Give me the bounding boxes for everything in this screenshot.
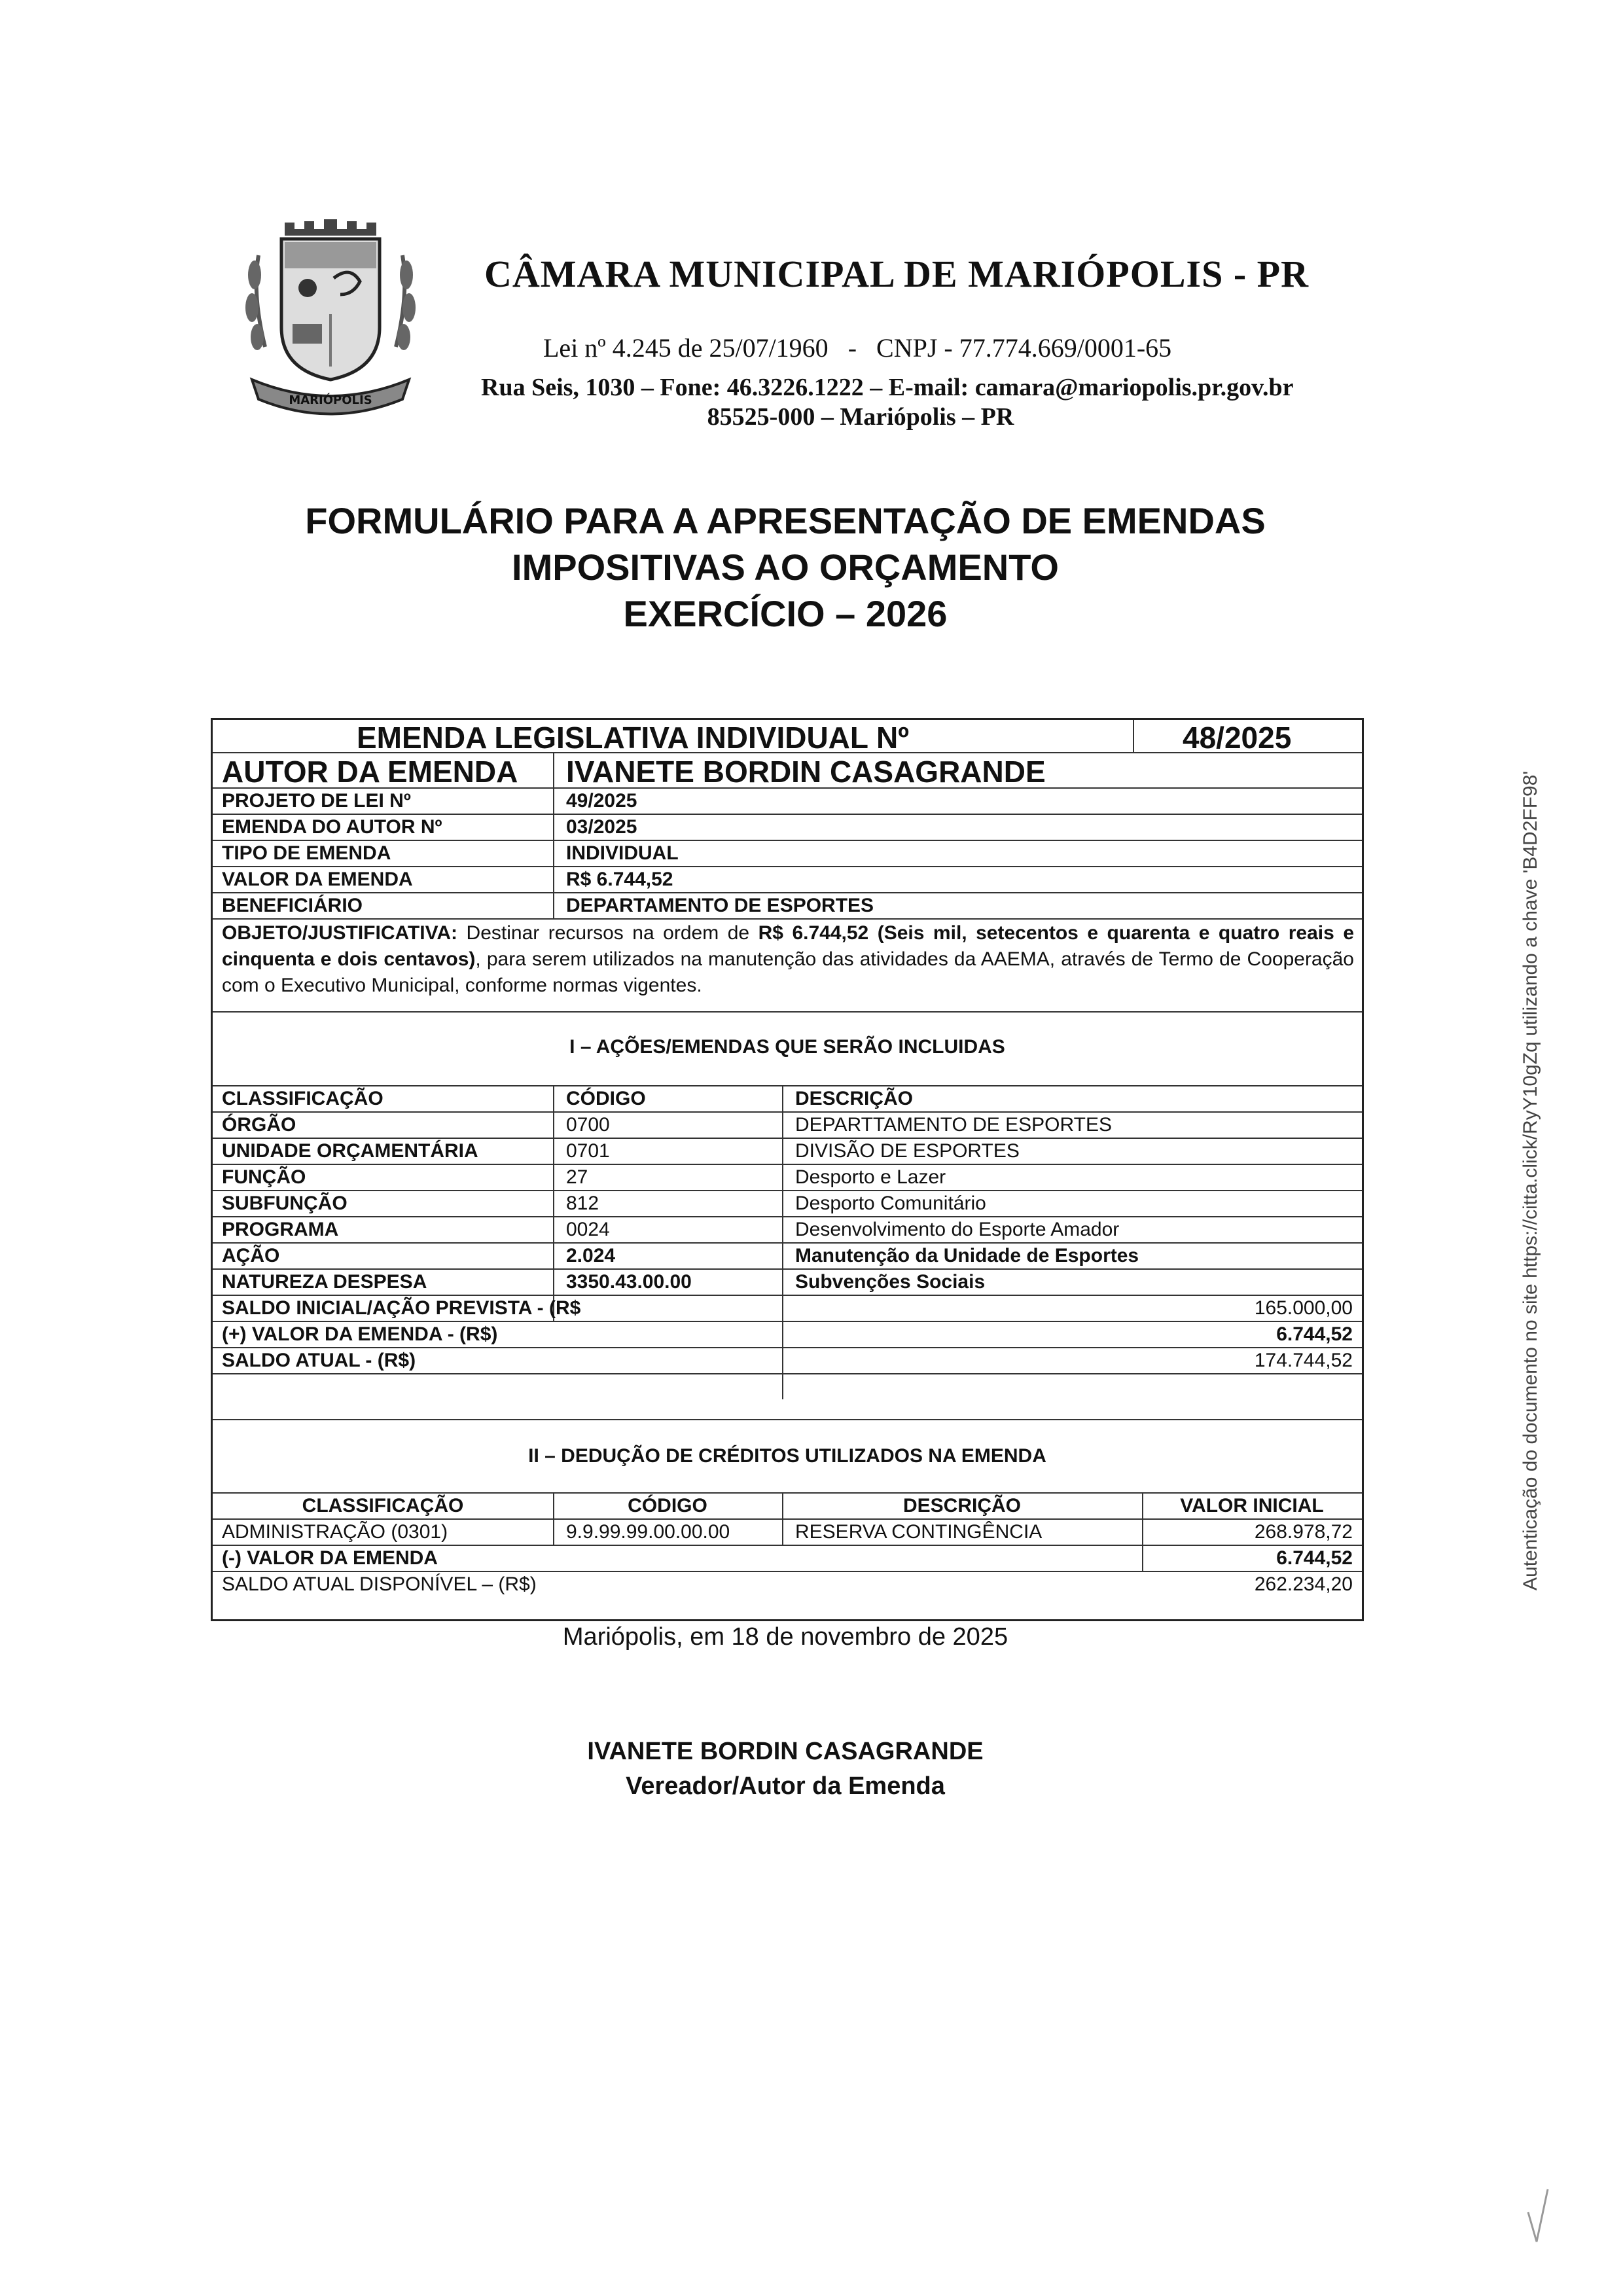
form-title xyxy=(0,497,1571,637)
law-cnpj-line xyxy=(543,332,1171,363)
total-label-valor-emenda: (+) VALOR DA EMENDA - (R$) xyxy=(222,1323,498,1345)
form-title-line-3: EXERCÍCIO – 2026 xyxy=(623,593,948,634)
table-row-description: DIVISÃO DE ESPORTES xyxy=(795,1140,1020,1162)
deduction-value-valor-emenda: 6.744,52 xyxy=(1276,1547,1353,1569)
objeto-amount: R$ 6.744,52 (Seis mil, setecentos e quarenta e quatro reais e cinquenta e dois centavos) xyxy=(222,922,1354,970)
table-row-label: ADMINISTRAÇÃO (0301) xyxy=(222,1521,448,1543)
total-value-saldo-inicial: 165.000,00 xyxy=(1254,1297,1353,1319)
signature-role: Vereador/Autor da Emenda xyxy=(626,1772,945,1800)
address-line: Rua Seis, 1030 – Fone: 46.3226.1222 – E-mail: camara@mariopolis.pr.gov.br xyxy=(481,374,1294,401)
table-row-label: UNIDADE ORÇAMENTÁRIA xyxy=(222,1140,478,1162)
deduction-value-saldo-disponivel: 262.234,20 xyxy=(1254,1573,1353,1595)
form-title-line-2: IMPOSITIVAS AO ORÇAMENTO xyxy=(512,547,1059,588)
total-label-saldo-inicial: SALDO INICIAL/AÇÃO PREVISTA - (R$ xyxy=(222,1297,581,1319)
section1-header-descricao: DESCRIÇÃO xyxy=(795,1088,914,1109)
section1-title: I – AÇÕES/EMENDAS QUE SERÃO INCLUIDAS xyxy=(569,1036,1005,1058)
place-date: Mariópolis, em 18 de novembro de 2025 xyxy=(562,1623,1008,1651)
table-row-code: 0701 xyxy=(566,1140,610,1162)
field-value-beneficiario: DEPARTAMENTO DE ESPORTES xyxy=(566,895,874,916)
field-label-emenda-autor: EMENDA DO AUTOR Nº xyxy=(222,816,442,838)
table-row-code: 0700 xyxy=(566,1114,610,1136)
table-row-label: SUBFUNÇÃO xyxy=(222,1193,348,1214)
section2-header-valor-inicial: VALOR INICIAL xyxy=(1180,1495,1324,1516)
table-row-code: 9.9.99.99.00.00.00 xyxy=(566,1521,730,1543)
section2-header-descricao: DESCRIÇÃO xyxy=(902,1495,1021,1516)
table-row-label: AÇÃO xyxy=(222,1245,280,1266)
objeto-text-1: Destinar recursos na ordem de xyxy=(466,922,750,944)
table-row-code: 812 xyxy=(566,1193,599,1214)
table-row-code: 0024 xyxy=(566,1219,610,1240)
cnpj: CNPJ - 77.774.669/0001-65 xyxy=(876,333,1172,363)
field-value-tipo: INDIVIDUAL xyxy=(566,842,679,864)
chamber-title: CÂMARA MUNICIPAL DE MARIÓPOLIS - PR xyxy=(484,253,1309,295)
table-row-description: Subvenções Sociais xyxy=(795,1271,986,1293)
check-mark-icon xyxy=(1525,2186,1551,2245)
separator: - xyxy=(847,333,857,363)
amendment-form xyxy=(211,718,1364,1621)
objeto-justificativa xyxy=(222,920,1354,999)
field-label-beneficiario: BENEFICIÁRIO xyxy=(222,895,363,916)
table-row-label: PROGRAMA xyxy=(222,1219,339,1240)
table-row-label: ÓRGÃO xyxy=(222,1114,296,1136)
form-header-label: EMENDA LEGISLATIVA INDIVIDUAL Nº xyxy=(357,721,909,755)
table-row-description: Manutenção da Unidade de Esportes xyxy=(795,1245,1139,1266)
table-row-value: 268.978,72 xyxy=(1254,1521,1353,1543)
total-value-valor-emenda: 6.744,52 xyxy=(1276,1323,1353,1345)
total-value-saldo-atual: 174.744,52 xyxy=(1254,1350,1353,1371)
objeto-label: OBJETO/JUSTIFICATIVA: xyxy=(222,922,458,944)
section1-header-classificacao: CLASSIFICAÇÃO xyxy=(222,1088,383,1109)
deduction-label-valor-emenda: (-) VALOR DA EMENDA xyxy=(222,1547,438,1569)
authentication-note-text: Autenticação do documento no site https://citta.click/RyY10gZq utilizando a chave 'B4D2FF98' xyxy=(1520,770,1541,1590)
deduction-label-saldo-disponivel: SALDO ATUAL DISPONÍVEL – (R$) xyxy=(222,1573,537,1595)
table-row-code: 3350.43.00.00 xyxy=(566,1271,692,1293)
table-row-code: 2.024 xyxy=(566,1245,616,1266)
field-value-valor: R$ 6.744,52 xyxy=(566,869,673,890)
field-label-projeto: PROJETO DE LEI Nº xyxy=(222,790,411,812)
table-row-description: Desporto e Lazer xyxy=(795,1166,946,1188)
section2-header-classificacao: CLASSIFICAÇÃO xyxy=(302,1495,464,1516)
form-title-line-1: FORMULÁRIO PARA A APRESENTAÇÃO DE EMENDAS xyxy=(305,500,1266,541)
field-label-valor: VALOR DA EMENDA xyxy=(222,869,413,890)
table-row-label: NATUREZA DESPESA xyxy=(222,1271,427,1293)
section2-header-codigo: CÓDIGO xyxy=(628,1495,707,1516)
section2-title: II – DEDUÇÃO DE CRÉDITOS UTILIZADOS NA EMENDA xyxy=(528,1445,1046,1467)
table-row-description: Desporto Comunitário xyxy=(795,1193,986,1214)
law-reference: Lei nº 4.245 de 25/07/1960 xyxy=(543,333,829,363)
amendment-number: 48/2025 xyxy=(1183,721,1292,755)
table-row-description: Desenvolvimento do Esporte Amador xyxy=(795,1219,1120,1240)
total-label-saldo-atual: SALDO ATUAL - (R$) xyxy=(222,1350,416,1371)
municipal-crest xyxy=(232,216,429,432)
table-row-code: 27 xyxy=(566,1166,588,1188)
table-row-description: RESERVA CONTINGÊNCIA xyxy=(795,1521,1043,1543)
author-label: AUTOR DA EMENDA xyxy=(222,755,518,789)
author-name: IVANETE BORDIN CASAGRANDE xyxy=(566,755,1046,789)
section1-header-codigo: CÓDIGO xyxy=(566,1088,646,1109)
field-label-tipo: TIPO DE EMENDA xyxy=(222,842,391,864)
signature-name: IVANETE BORDIN CASAGRANDE xyxy=(587,1738,984,1765)
table-row-description: DEPARTTAMENTO DE ESPORTES xyxy=(795,1114,1112,1136)
svg-text:MARIÓPOLIS: MARIÓPOLIS xyxy=(289,393,372,407)
table-row-label: FUNÇÃO xyxy=(222,1166,306,1188)
field-value-emenda-autor: 03/2025 xyxy=(566,816,637,838)
field-value-projeto: 49/2025 xyxy=(566,790,637,812)
cep-line: 85525-000 – Mariópolis – PR xyxy=(707,403,1014,431)
objeto-text-2: , para serem utilizados na manutenção das atividades da AAEMA, através de Termo de Cooperação com o Executivo Municipal, conforme normas vigentes. xyxy=(222,948,1354,996)
